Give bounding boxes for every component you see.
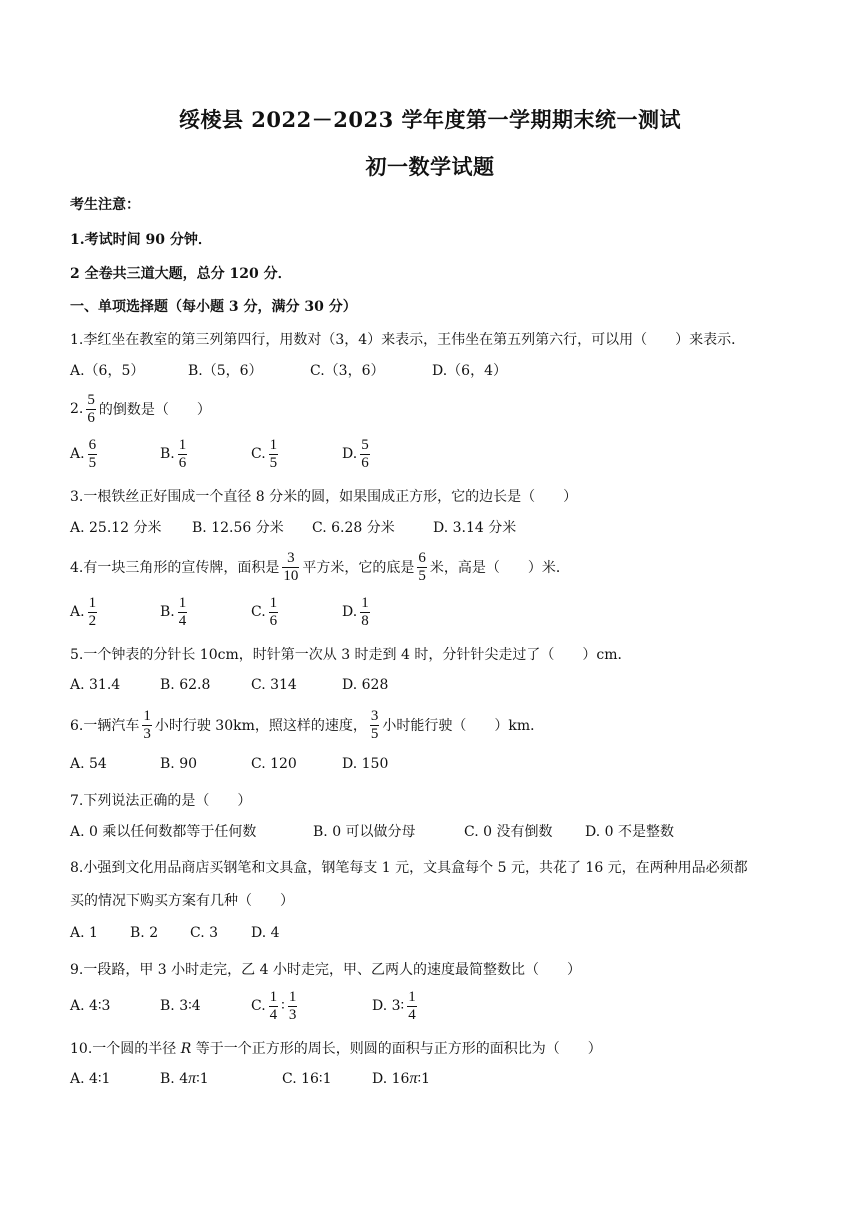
q5-options <box>70 665 810 705</box>
q2-option-c <box>251 434 281 474</box>
q4-c-fraction <box>269 595 279 630</box>
question-4 <box>70 547 570 587</box>
q10-options <box>70 1059 810 1099</box>
q6-fraction-2 <box>370 708 380 743</box>
q2-fraction-den: 6 <box>87 409 95 426</box>
question-7: 7.下列说法正确的是（ ） <box>70 793 252 809</box>
q8-options <box>70 913 810 953</box>
q9-d-fraction <box>407 989 417 1024</box>
q2-prefix: 2. <box>70 401 84 417</box>
note-2: 2 全卷共三道大题，总分 120 分． <box>70 266 292 282</box>
q4-middle: 平方米，它的底是 <box>302 560 415 576</box>
q4-fraction-1 <box>282 550 299 585</box>
q9-option-a: A. 4∶3 <box>70 998 111 1014</box>
q1-options <box>70 350 810 390</box>
question-5: 5.一个钟表的分针长 10cm，时针第一次从 3 时走到 4 时，分针针尖走过了（ ）cm． <box>70 647 632 663</box>
q6-fraction-1 <box>142 708 152 743</box>
q4-a-label: A. <box>70 604 85 620</box>
q10-prefix: 10.一个圆的半径 <box>70 1041 181 1057</box>
q4-d-fraction <box>360 595 370 630</box>
q10-b-pi: π <box>188 1070 197 1087</box>
q1-option-c: C.（3，6） <box>310 363 385 379</box>
q3-options <box>70 507 810 547</box>
q2-suffix: 的倒数是（ ） <box>98 402 211 418</box>
q6-options <box>70 744 810 784</box>
q4-c-den: 6 <box>269 612 278 629</box>
q9-option-d <box>372 986 420 1026</box>
q5-option-a: A. 31.4 <box>70 677 121 693</box>
q9-c-f2-num: 1 <box>288 988 297 1005</box>
q1-option-d: D.（6，4） <box>432 363 507 379</box>
q4-fraction-2 <box>417 550 427 585</box>
q6-option-d: D. 150 <box>342 756 389 772</box>
q9-option-b: B. 3∶4 <box>160 998 201 1014</box>
q2-d-num: 5 <box>361 436 369 453</box>
q4-b-num: 1 <box>178 594 187 611</box>
q7-option-b: B. 0 可以做分母 <box>313 824 416 840</box>
q1-option-b: B.（5，6） <box>188 363 263 379</box>
q2-b-label: B. <box>160 446 175 462</box>
q3-option-a: A. 25.12 分米 <box>70 520 162 536</box>
q2-c-den: 5 <box>269 454 278 471</box>
q2-option-b <box>160 434 190 474</box>
q5-option-c: C. 314 <box>251 677 297 693</box>
question-8-line-2: 买的情况下购买方案有几种（ ） <box>70 893 294 909</box>
q6-option-c: C. 120 <box>251 756 297 772</box>
q9-option-c <box>251 986 300 1026</box>
q2-d-fraction <box>360 437 370 472</box>
q6-option-b: B. 90 <box>160 756 198 772</box>
q2-d-label: D. <box>342 446 358 462</box>
q6-f1-den: 3 <box>143 725 151 742</box>
q8-option-b: B. 2 <box>130 925 159 941</box>
q10-d-prefix: D. 16 <box>372 1071 410 1087</box>
q9-c-fraction-1 <box>269 989 279 1024</box>
q4-d-den: 8 <box>361 612 369 629</box>
q9-c-label: C. <box>251 998 266 1014</box>
question-10 <box>70 1038 602 1058</box>
q9-c-f1-den: 4 <box>269 1006 278 1023</box>
q2-option-a <box>70 434 100 474</box>
q6-f1-num: 1 <box>143 707 151 724</box>
q8-option-d: D. 4 <box>251 925 280 941</box>
q3-option-c: C. 6.28 分米 <box>312 520 395 536</box>
q8-option-c: C. 3 <box>190 925 219 941</box>
exam-subtitle: 初一数学试题 <box>365 154 495 179</box>
q10-suffix: 等于一个正方形的周长，则圆的面积与正方形的面积比为（ ） <box>191 1041 602 1057</box>
q4-b-label: B. <box>160 604 175 620</box>
q10-option-d <box>372 1059 430 1099</box>
q3-option-b: B. 12.56 分米 <box>192 520 284 536</box>
q2-options <box>70 434 810 474</box>
q7-option-d: D. 0 不是整数 <box>585 824 674 840</box>
q4-suffix: 米，高是（ ）米． <box>429 560 570 576</box>
q6-suffix: 小时能行驶（ ）km． <box>382 718 545 734</box>
q4-b-den: 4 <box>178 612 187 629</box>
exam-title: 绥棱县 2022－2023 学年度第一学期期末统一测试 <box>178 107 681 132</box>
q9-options <box>70 986 810 1026</box>
q2-c-num: 1 <box>269 436 278 453</box>
q6-prefix: 6.一辆汽车 <box>70 718 140 734</box>
q4-c-label: C. <box>251 604 266 620</box>
q7-options <box>70 811 810 851</box>
q10-option-a: A. 4∶1 <box>70 1071 111 1087</box>
q4-a-den: 2 <box>88 612 97 629</box>
q2-b-num: 1 <box>178 436 187 453</box>
q4-options <box>70 592 810 632</box>
q4-f2-den: 5 <box>418 567 426 584</box>
q9-c-fraction-2 <box>288 989 298 1024</box>
question-2 <box>70 389 211 429</box>
notes-heading: 考生注意： <box>70 197 140 213</box>
q4-option-d <box>342 592 373 632</box>
q6-middle: 小时行驶 30km，照这样的速度， <box>154 718 367 734</box>
q2-c-label: C. <box>251 446 266 462</box>
q10-radius-symbol: R <box>180 1041 192 1057</box>
question-8-line-1: 8.小强到文化用品商店买钢笔和文具盒，钢笔每支 1 元，文具盒每个 5 元，共花了 16 元，在两种用品必须都 <box>70 860 748 876</box>
q2-a-den: 5 <box>88 454 97 471</box>
q2-a-fraction <box>88 437 98 472</box>
q4-f2-num: 6 <box>418 549 426 566</box>
q4-a-fraction <box>88 595 98 630</box>
q10-b-prefix: B. 4 <box>160 1071 189 1087</box>
q4-option-c <box>251 592 281 632</box>
q9-d-num: 1 <box>408 988 416 1005</box>
q6-option-a: A. 54 <box>70 756 107 772</box>
q1-option-a: A.（6，5） <box>70 363 145 379</box>
q9-c-f1-num: 1 <box>269 988 278 1005</box>
q4-c-num: 1 <box>269 594 278 611</box>
q9-d-den: 4 <box>408 1006 416 1023</box>
q7-option-a: A. 0 乘以任何数都等于任何数 <box>70 824 257 840</box>
q7-option-c: C. 0 没有倒数 <box>464 824 553 840</box>
question-1: 1.李红坐在教室的第三列第四行，用数对（3，4）来表示，王伟坐在第五列第六行，可以用（ ）来表示． <box>70 332 746 348</box>
note-1: 1.考试时间 90 分钟． <box>70 232 212 248</box>
q4-f1-den: 10 <box>283 567 299 584</box>
q10-option-c: C. 16∶1 <box>282 1071 332 1087</box>
q8-option-a: A. 1 <box>70 925 98 941</box>
q9-d-label: D. 3∶ <box>372 998 405 1014</box>
q4-prefix: 4.有一块三角形的宣传牌，面积是 <box>70 560 280 576</box>
q3-option-d: D. 3.14 分米 <box>433 520 517 536</box>
q5-option-b: B. 62.8 <box>160 677 211 693</box>
q2-b-den: 6 <box>178 454 187 471</box>
q10-b-suffix: ∶1 <box>196 1071 209 1087</box>
q4-d-num: 1 <box>361 594 369 611</box>
section-heading: 一、单项选择题（每小题 3 分，满分 30 分） <box>70 299 357 315</box>
q2-a-num: 6 <box>88 436 97 453</box>
q2-b-fraction <box>178 437 188 472</box>
q10-d-suffix: ∶1 <box>417 1071 431 1087</box>
q2-c-fraction <box>269 437 279 472</box>
q6-f2-den: 5 <box>370 725 379 742</box>
q9-c-f2-den: 3 <box>288 1006 297 1023</box>
q2-d-den: 6 <box>361 454 369 471</box>
q4-d-label: D. <box>342 604 358 620</box>
q6-f2-num: 3 <box>370 707 379 724</box>
question-3: 3.一根铁丝正好围成一个直径 8 分米的圆，如果围成正方形，它的边长是（ ） <box>70 489 578 505</box>
q10-option-b <box>160 1059 209 1099</box>
q4-f1-num: 3 <box>287 549 295 566</box>
q4-option-b <box>160 592 190 632</box>
q4-b-fraction <box>178 595 188 630</box>
q4-a-num: 1 <box>88 594 97 611</box>
q9-c-colon: ∶ <box>281 998 285 1014</box>
question-6 <box>70 705 544 745</box>
q2-option-d <box>342 434 373 474</box>
q5-option-d: D. 628 <box>342 677 389 693</box>
q2-fraction-num: 5 <box>87 391 95 408</box>
q2-a-label: A. <box>70 446 85 462</box>
q10-d-pi: π <box>409 1070 418 1087</box>
q2-fraction <box>86 392 96 427</box>
question-9: 9.一段路，甲 3 小时走完，乙 4 小时走完，甲、乙两人的速度最简整数比（ ） <box>70 962 581 978</box>
q4-option-a <box>70 592 100 632</box>
